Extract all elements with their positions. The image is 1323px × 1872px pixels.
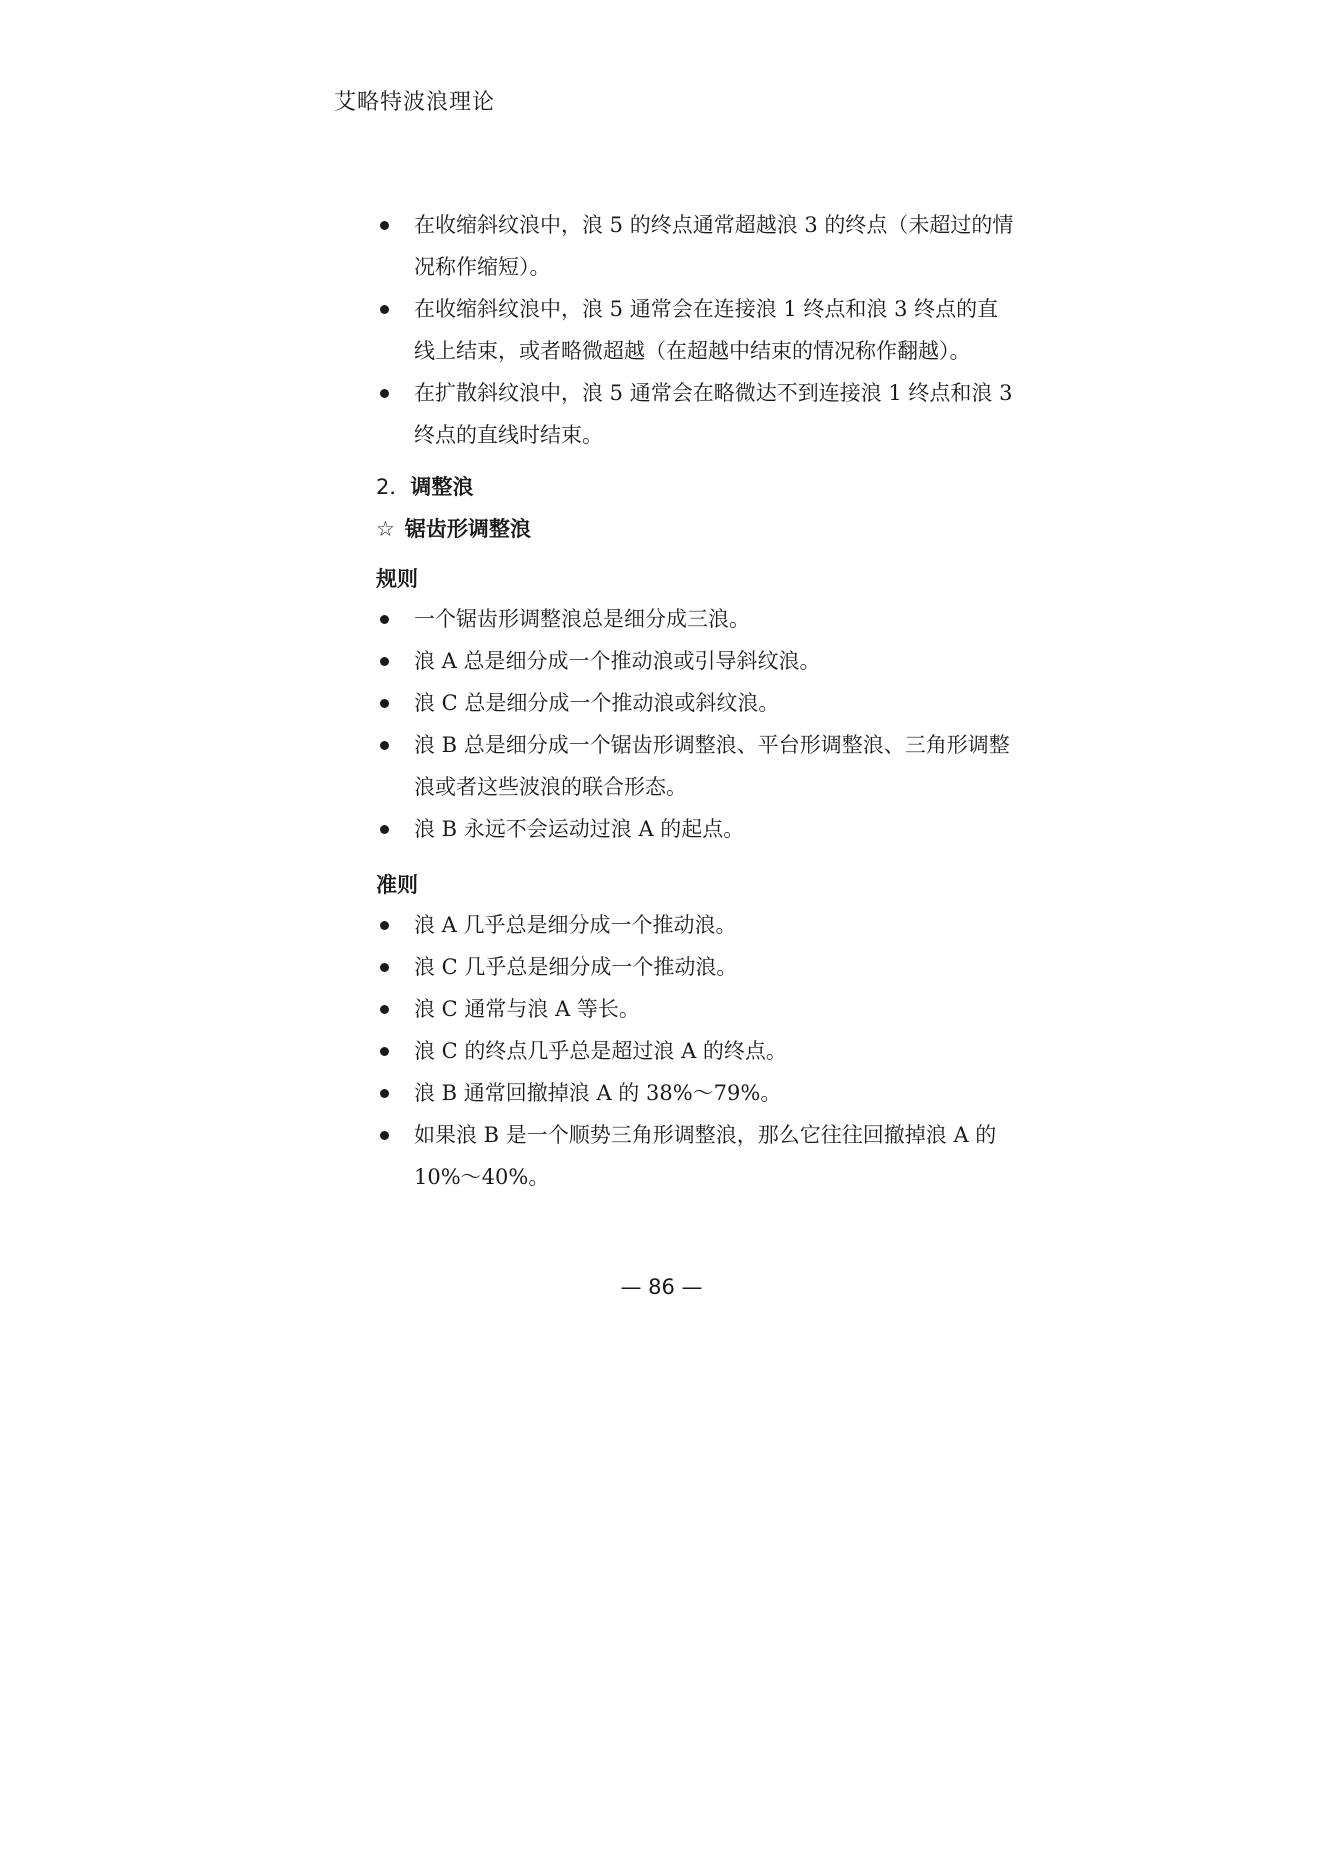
list-item — [376, 946, 1016, 988]
list-item-text: 浪 C 总是细分成一个推动浪或斜纹浪。 — [414, 691, 780, 715]
list-item-text: 浪 C 几乎总是细分成一个推动浪。 — [414, 955, 738, 979]
section-title: 调整浪 — [410, 475, 474, 499]
guidelines-heading: 准则 — [376, 873, 418, 897]
list-item-text: 在收缩斜纹浪中，浪 5 通常会在连接浪 1 终点和浪 3 终点的直线上结束，或者略微超越（在超越中结束的情况称作翻越）。 — [414, 297, 999, 363]
page-body — [376, 204, 1016, 1198]
list-item — [376, 1030, 1016, 1072]
bullet-icon — [380, 921, 389, 930]
subsection-title: 锯齿形调整浪 — [404, 517, 531, 541]
bullet-icon — [380, 389, 389, 398]
diagonal-rules-list — [376, 204, 1016, 456]
list-item — [376, 808, 1016, 850]
list-item — [376, 1072, 1016, 1114]
bullet-icon — [380, 1047, 389, 1056]
rules-list — [376, 598, 1016, 850]
list-item-text: 浪 B 总是细分成一个锯齿形调整浪、平台形调整浪、三角形调整浪或者这些波浪的联合形态。 — [414, 733, 1010, 799]
bullet-icon — [380, 305, 389, 314]
bullet-icon — [380, 963, 389, 972]
bullet-icon — [380, 1089, 389, 1098]
list-item — [376, 1114, 1016, 1198]
list-item-text: 浪 A 总是细分成一个推动浪或引导斜纹浪。 — [414, 649, 821, 673]
list-item-text: 浪 C 通常与浪 A 等长。 — [414, 997, 640, 1021]
list-item — [376, 904, 1016, 946]
list-item — [376, 640, 1016, 682]
list-item — [376, 372, 1016, 456]
list-item — [376, 988, 1016, 1030]
running-header: 艾略特波浪理论 — [334, 90, 496, 115]
bullet-icon — [380, 615, 389, 624]
section-number: 2． — [376, 475, 411, 499]
list-item-text: 在收缩斜纹浪中，浪 5 的终点通常超越浪 3 的终点（未超过的情况称作缩短）。 — [414, 213, 1014, 279]
bullet-icon — [380, 825, 389, 834]
list-item-text: 浪 B 永远不会运动过浪 A 的起点。 — [414, 817, 745, 841]
list-item — [376, 598, 1016, 640]
list-item-text: 如果浪 B 是一个顺势三角形调整浪，那么它往往回撤掉浪 A 的 10%～40%。 — [414, 1123, 997, 1189]
list-item-text: 浪 A 几乎总是细分成一个推动浪。 — [414, 913, 737, 937]
list-item-text: 浪 B 通常回撤掉浪 A 的 38%～79%。 — [414, 1081, 782, 1105]
bullet-icon — [380, 657, 389, 666]
list-item — [376, 288, 1016, 372]
list-item-text: 在扩散斜纹浪中，浪 5 通常会在略微达不到连接浪 1 终点和浪 3 终点的直线时结束。 — [414, 381, 1013, 447]
list-item — [376, 204, 1016, 288]
rules-heading: 规则 — [376, 567, 418, 591]
bullet-icon — [380, 1131, 389, 1140]
star-outline-icon: ☆ — [376, 517, 395, 541]
bullet-icon — [380, 699, 389, 708]
list-item-text: 一个锯齿形调整浪总是细分成三浪。 — [414, 607, 750, 631]
bullet-icon — [380, 221, 389, 230]
section-heading-corrective-waves — [376, 472, 1016, 502]
list-item — [376, 682, 1016, 724]
bullet-icon — [380, 741, 389, 750]
guidelines-list — [376, 904, 1016, 1198]
page-number: — 86 — — [620, 1275, 703, 1299]
list-item-text: 浪 C 的终点几乎总是超过浪 A 的终点。 — [414, 1039, 787, 1063]
subsection-heading-zigzag — [376, 514, 1016, 544]
bullet-icon — [380, 1005, 389, 1014]
list-item — [376, 724, 1016, 808]
